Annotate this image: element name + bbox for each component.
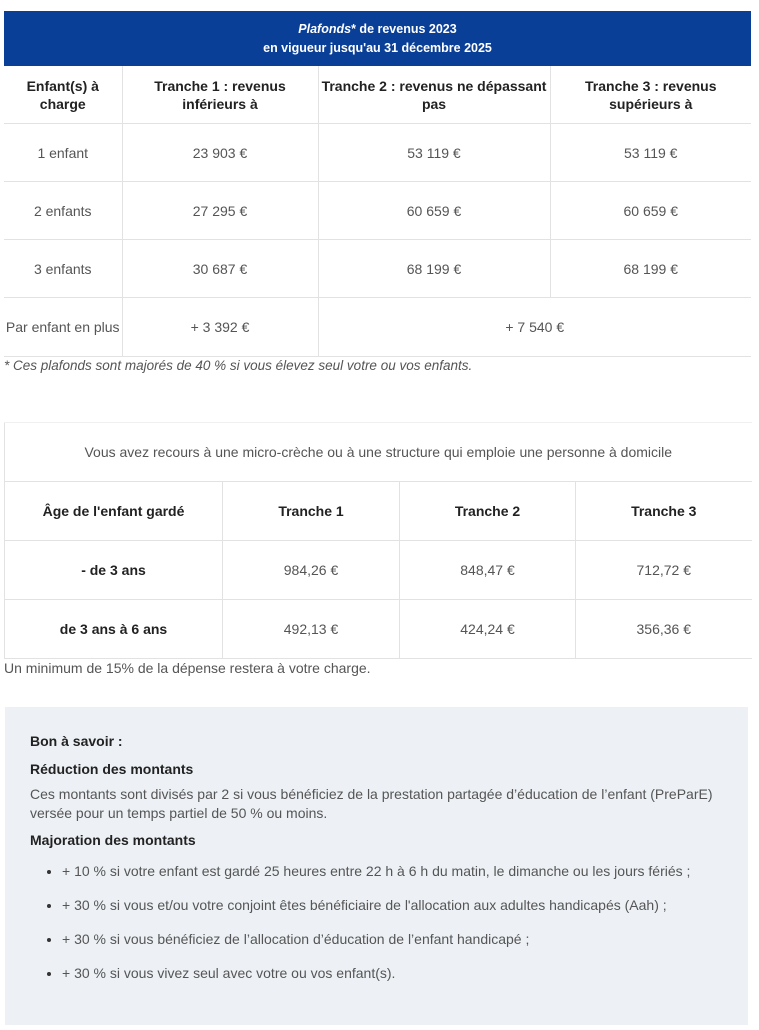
plafonds-table — [4, 11, 751, 357]
cell-tranche-3: 68 199 € — [550, 240, 751, 298]
header-age: Âge de l'enfant gardé — [5, 482, 223, 541]
plafonds-banner-row — [4, 11, 751, 66]
majoration-title: Majoration des montants — [30, 832, 196, 848]
micro-creche-header-row — [5, 482, 752, 541]
table-row — [4, 124, 751, 182]
banner-subtitle: en vigueur jusqu'au 31 décembre 2025 — [263, 40, 492, 55]
row-label: Par enfant en plus — [4, 298, 122, 357]
reduction-text: Ces montants sont divisés par 2 si vous bénéficiez de la prestation partagée d’éducation de l’enfant (PreParE) versée pour un temps partiel de 50 % ou moins. — [30, 786, 713, 821]
header-tranche-3: Tranche 3 : revenus supérieurs à — [550, 66, 751, 124]
header-tranche-2: Tranche 2 : revenus ne dépassant pas — [318, 66, 550, 124]
bon-a-savoir-title: Bon à savoir : — [30, 733, 123, 749]
header-tranche-1: Tranche 1 : revenus inférieurs à — [122, 66, 318, 124]
cell-tranche-1: + 3 392 € — [122, 298, 318, 357]
cell-tranche-1: 984,26 € — [223, 541, 400, 600]
list-item: • + 10 % si votre enfant est gardé 25 heures entre 22 h à 6 h du matin, le dimanche ou les jours fériés ; — [62, 862, 723, 881]
row-label: 1 enfant — [4, 124, 122, 182]
banner-title-rest: * de revenus 2023 — [351, 21, 457, 36]
cell-tranche-3: 53 119 € — [550, 124, 751, 182]
reduction-title: Réduction des montants — [30, 761, 194, 777]
header-enfants: Enfant(s) à charge — [4, 66, 122, 124]
list-item: • + 30 % si vous vivez seul avec votre ou vos enfant(s). — [62, 964, 723, 983]
row-label: 2 enfants — [4, 182, 122, 240]
age-label: de 3 ans à 6 ans — [5, 600, 223, 659]
micro-creche-table — [4, 422, 752, 659]
cell-tranche-1: 30 687 € — [122, 240, 318, 298]
list-item: • + 30 % si vous et/ou votre conjoint êtes bénéficiaire de l'allocation aux adultes handicapés (Aah) ; — [62, 896, 723, 915]
cell-tranche-2: 848,47 € — [400, 541, 576, 600]
table-row — [4, 182, 751, 240]
plafonds-banner — [4, 11, 751, 66]
header-tranche-2: Tranche 2 — [400, 482, 576, 541]
table-row — [5, 600, 752, 659]
cell-tranche-3: 712,72 € — [576, 541, 752, 600]
list-item: • + 30 % si vous bénéficiez de l’allocation d’éducation de l’enfant handicapé ; — [62, 930, 723, 949]
age-label: - de 3 ans — [5, 541, 223, 600]
plafonds-footnote: * Ces plafonds sont majorés de 40 % si vous élevez seul votre ou vos enfants. — [4, 358, 473, 373]
table-row — [5, 541, 752, 600]
majoration-list — [30, 862, 723, 983]
cell-tranche-2-3: + 7 540 € — [318, 298, 751, 357]
cell-tranche-2: 424,24 € — [400, 600, 576, 659]
cell-tranche-1: 23 903 € — [122, 124, 318, 182]
cell-tranche-1: 27 295 € — [122, 182, 318, 240]
banner-title — [4, 20, 751, 39]
table-row-extra-child — [4, 298, 751, 357]
cell-tranche-3: 356,36 € — [576, 600, 752, 659]
cell-tranche-1: 492,13 € — [223, 600, 400, 659]
micro-creche-caption: Vous avez recours à une micro-crèche ou à une structure qui emploie une personne à domicile — [5, 423, 752, 482]
header-tranche-1: Tranche 1 — [223, 482, 400, 541]
row-label: 3 enfants — [4, 240, 122, 298]
cell-tranche-3: 60 659 € — [550, 182, 751, 240]
header-tranche-3: Tranche 3 — [576, 482, 752, 541]
banner-title-italic: Plafonds — [298, 21, 352, 36]
cell-tranche-2: 53 119 € — [318, 124, 550, 182]
cell-tranche-2: 60 659 € — [318, 182, 550, 240]
micro-creche-caption-row — [5, 423, 752, 482]
plafonds-header-row — [4, 66, 751, 124]
cell-tranche-2: 68 199 € — [318, 240, 550, 298]
micro-creche-note: Un minimum de 15% de la dépense restera à votre charge. — [4, 660, 371, 676]
table-row — [4, 240, 751, 298]
bon-a-savoir-box — [5, 707, 748, 1025]
